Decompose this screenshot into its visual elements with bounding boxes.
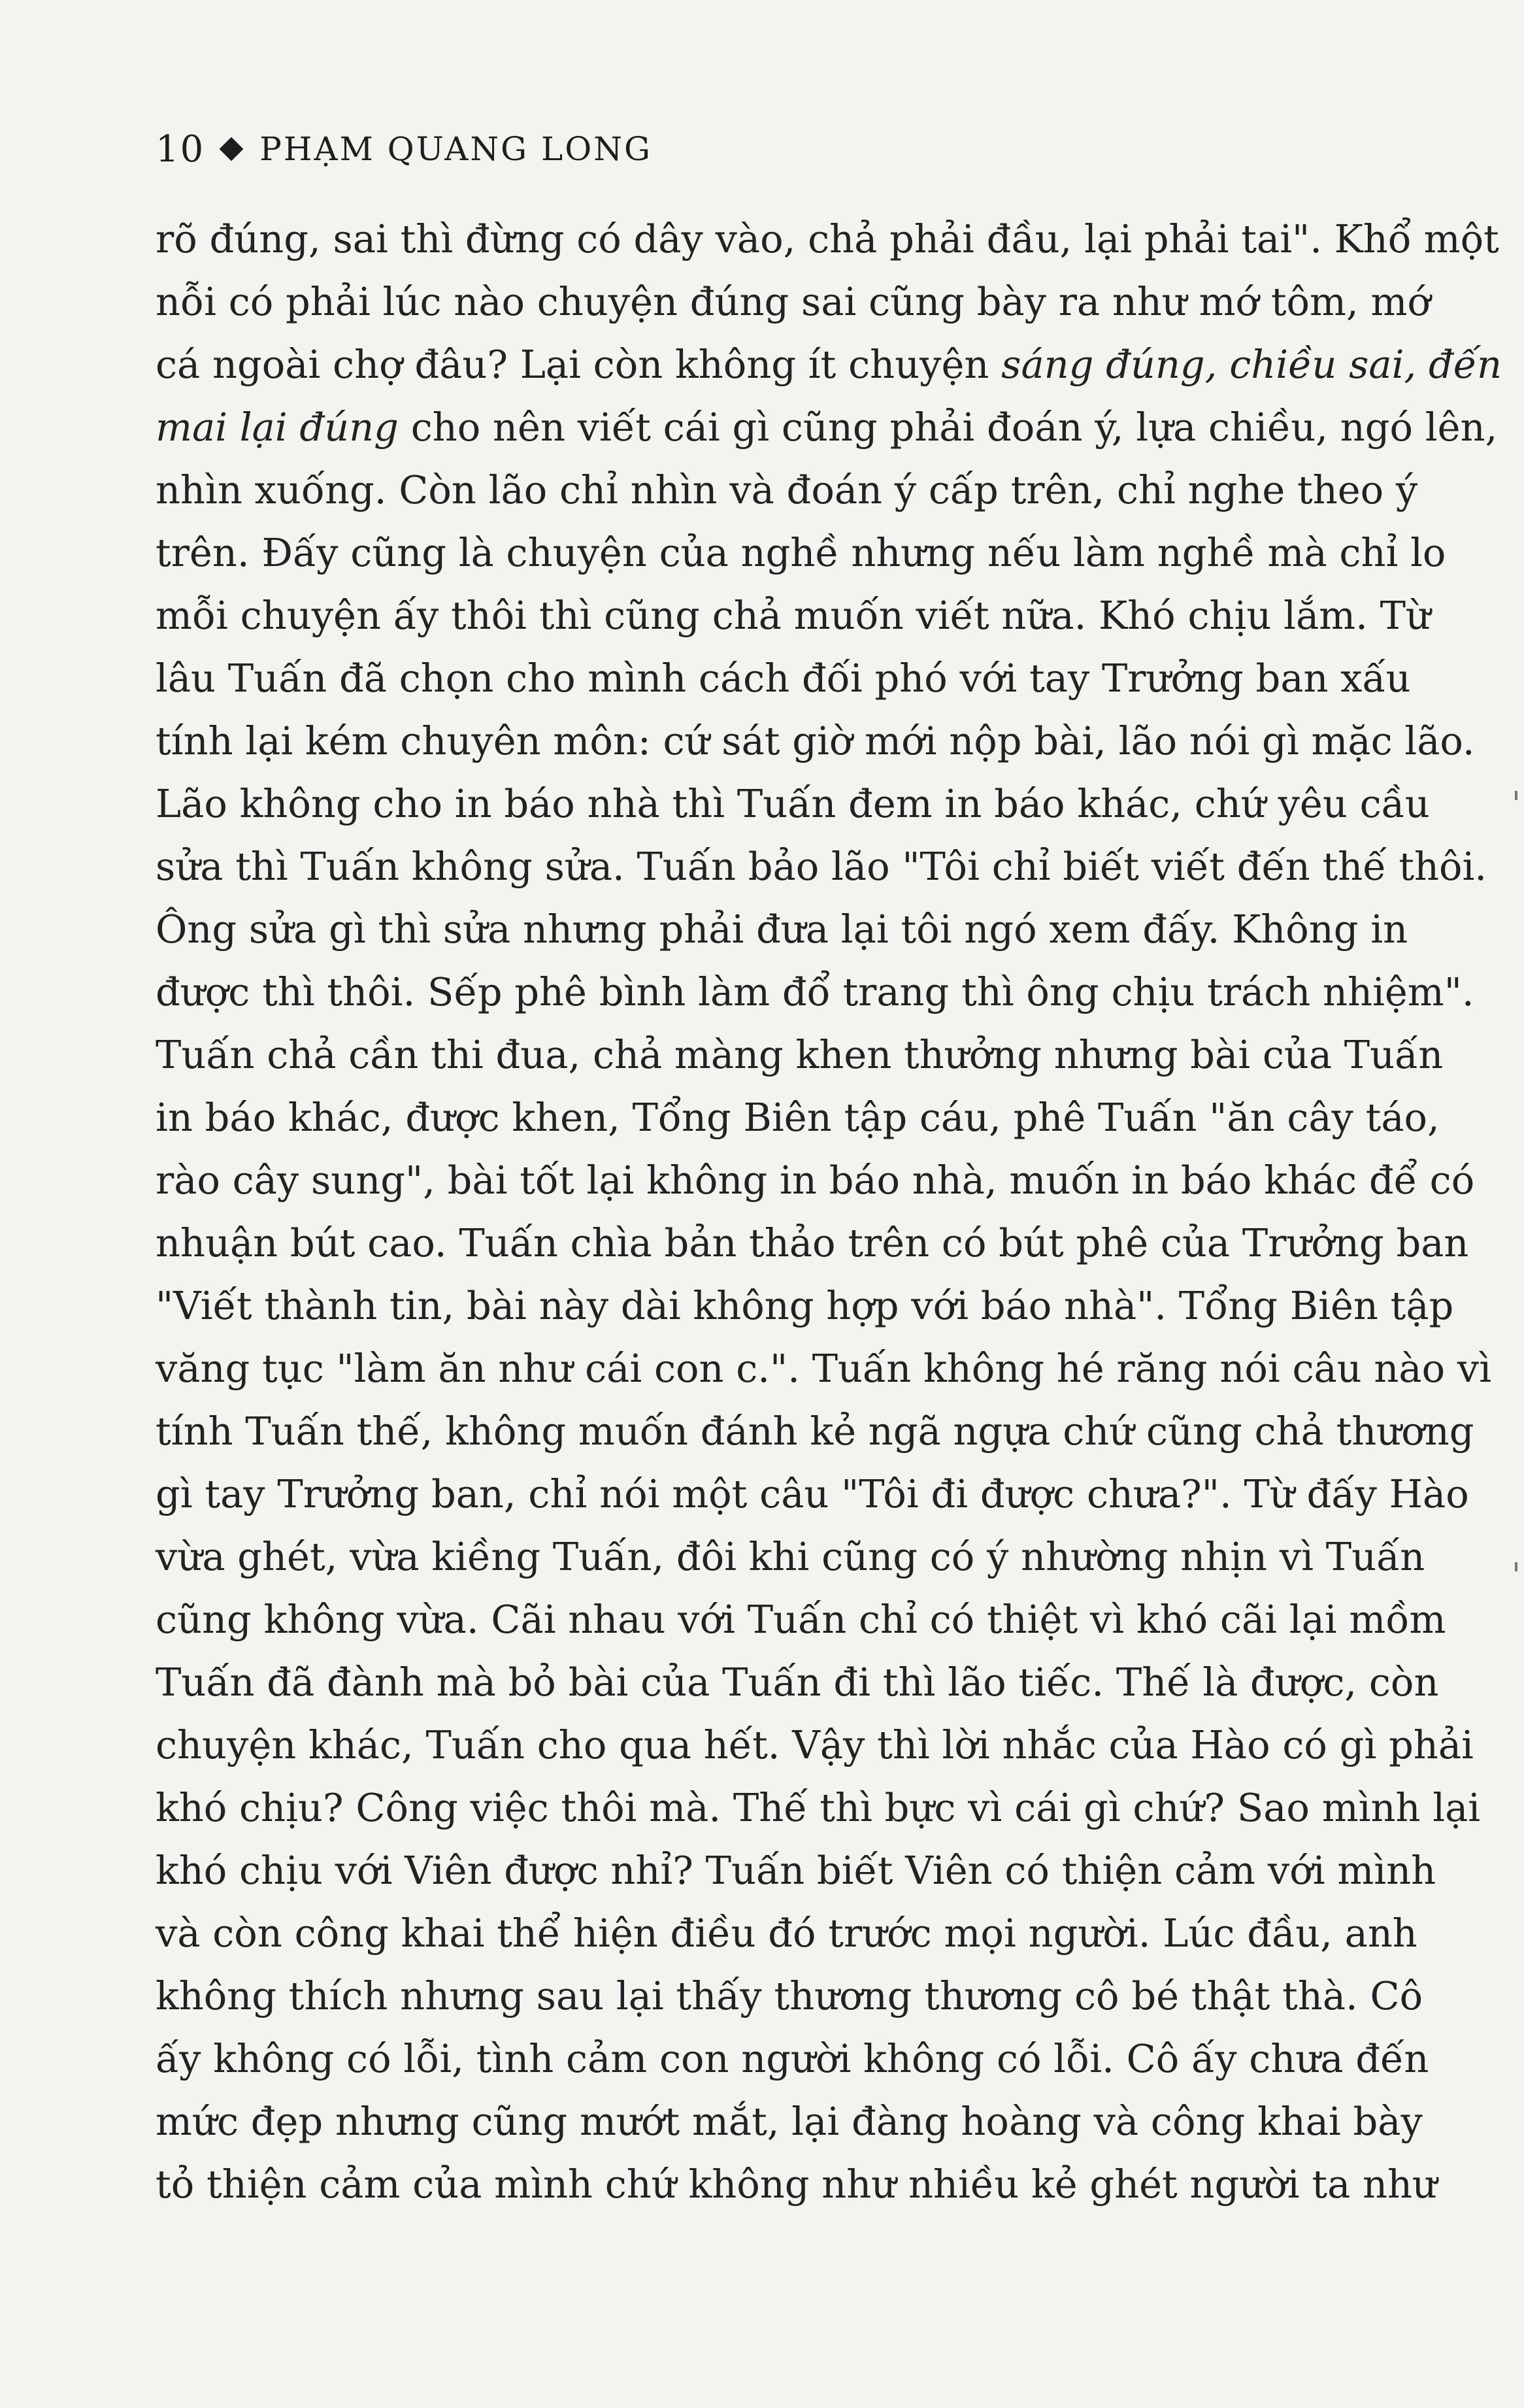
- text-line: được thì thôi. Sếp phê bình làm đổ trang thì ông chịu trách nhiệm".: [156, 969, 1474, 1014]
- text-line: nỗi có phải lúc nào chuyện đúng sai cũng bày ra như mớ tôm, mớ: [156, 279, 1431, 324]
- diamond-ornament-icon: [220, 137, 244, 161]
- text-line: rõ đúng, sai thì đừng có dây vào, chả phải đầu, lại phải tai". Khổ một: [156, 216, 1499, 261]
- text-line: mai lại đúng cho nên viết cái gì cũng phải đoán ý, lựa chiều, ngó lên,: [156, 405, 1498, 450]
- text-line: Tuấn chả cần thi đua, chả màng khen thưởng nhưng bài của Tuấn: [156, 1032, 1444, 1077]
- text-line: rào cây sung", bài tốt lại không in báo nhà, muốn in báo khác để có: [156, 1158, 1475, 1203]
- author-name: PHẠM QUANG LONG: [259, 130, 652, 168]
- text-line: và còn công khai thể hiện điều đó trước mọi người. Lúc đầu, anh: [156, 1911, 1417, 1956]
- text-line: nhìn xuống. Còn lão chỉ nhìn và đoán ý cấp trên, chỉ nghe theo ý: [156, 467, 1418, 512]
- text-line: khó chịu? Công việc thôi mà. Thế thì bực vì cái gì chứ? Sao mình lại: [156, 1785, 1481, 1830]
- italic-phrase: sáng đúng, chiều sai, đến: [1001, 342, 1502, 387]
- text-line: in báo khác, được khen, Tổng Biên tập cáu, phê Tuấn "ăn cây táo,: [156, 1095, 1440, 1140]
- text-line: cá ngoài chợ đâu? Lại còn không ít chuyện sáng đúng, chiều sai, đến: [156, 342, 1502, 387]
- text-line: không thích nhưng sau lại thấy thương thương cô bé thật thà. Cô: [156, 1973, 1423, 2018]
- text-line: khó chịu với Viên được nhỉ? Tuấn biết Viên có thiện cảm với mình: [156, 1848, 1436, 1893]
- text-line: trên. Đấy cũng là chuyện của nghề nhưng nếu làm nghề mà chỉ lo: [156, 530, 1446, 575]
- scan-mark: [1515, 791, 1517, 800]
- text-line: "Viết thành tin, bài này dài không hợp với báo nhà". Tổng Biên tập: [156, 1283, 1454, 1328]
- text-line: lâu Tuấn đã chọn cho mình cách đối phó với tay Trưởng ban xấu: [156, 656, 1411, 701]
- scan-mark: [1515, 1562, 1517, 1571]
- italic-phrase: mai lại đúng: [156, 405, 399, 450]
- text-line: cũng không vừa. Cãi nhau với Tuấn chỉ có thiệt vì khó cãi lại mồm: [156, 1597, 1446, 1642]
- page-number: 10: [156, 127, 205, 171]
- text-line: Lão không cho in báo nhà thì Tuấn đem in báo khác, chứ yêu cầu: [156, 781, 1430, 826]
- text-line: nhuận bút cao. Tuấn chìa bản thảo trên có bút phê của Trưởng ban: [156, 1220, 1469, 1265]
- text-line: tính lại kém chuyên môn: cứ sát giờ mới nộp bài, lão nói gì mặc lão.: [156, 718, 1475, 763]
- running-header: [156, 123, 652, 175]
- text-line: Tuấn đã đành mà bỏ bài của Tuấn đi thì lão tiếc. Thế là được, còn: [156, 1660, 1439, 1705]
- text-line: sửa thì Tuấn không sửa. Tuấn bảo lão "Tôi chỉ biết viết đến thế thôi.: [156, 844, 1487, 889]
- text-line: ấy không có lỗi, tình cảm con người không có lỗi. Cô ấy chưa đến: [156, 2036, 1429, 2081]
- text-line: mỗi chuyện ấy thôi thì cũng chả muốn viết nữa. Khó chịu lắm. Từ: [156, 593, 1431, 638]
- body-text: [156, 208, 1502, 2216]
- text-line: vừa ghét, vừa kiềng Tuấn, đôi khi cũng có ý nhường nhịn vì Tuấn: [156, 1534, 1425, 1579]
- text-line: văng tục "làm ăn như cái con c.". Tuấn không hé răng nói câu nào vì: [156, 1346, 1492, 1391]
- text-line: tỏ thiện cảm của mình chứ không như nhiều kẻ ghét người ta như: [156, 2162, 1438, 2207]
- text-line: gì tay Trưởng ban, chỉ nói một câu "Tôi đi được chưa?". Từ đấy Hào: [156, 1471, 1469, 1516]
- text-line: tính Tuấn thế, không muốn đánh kẻ ngã ngựa chứ cũng chả thương: [156, 1409, 1474, 1454]
- text-line: mức đẹp nhưng cũng mướt mắt, lại đàng hoàng và công khai bày: [156, 2099, 1423, 2144]
- text-line: chuyện khác, Tuấn cho qua hết. Vậy thì lời nhắc của Hào có gì phải: [156, 1722, 1474, 1767]
- text-line: Ông sửa gì thì sửa nhưng phải đưa lại tôi ngó xem đấy. Không in: [156, 907, 1408, 952]
